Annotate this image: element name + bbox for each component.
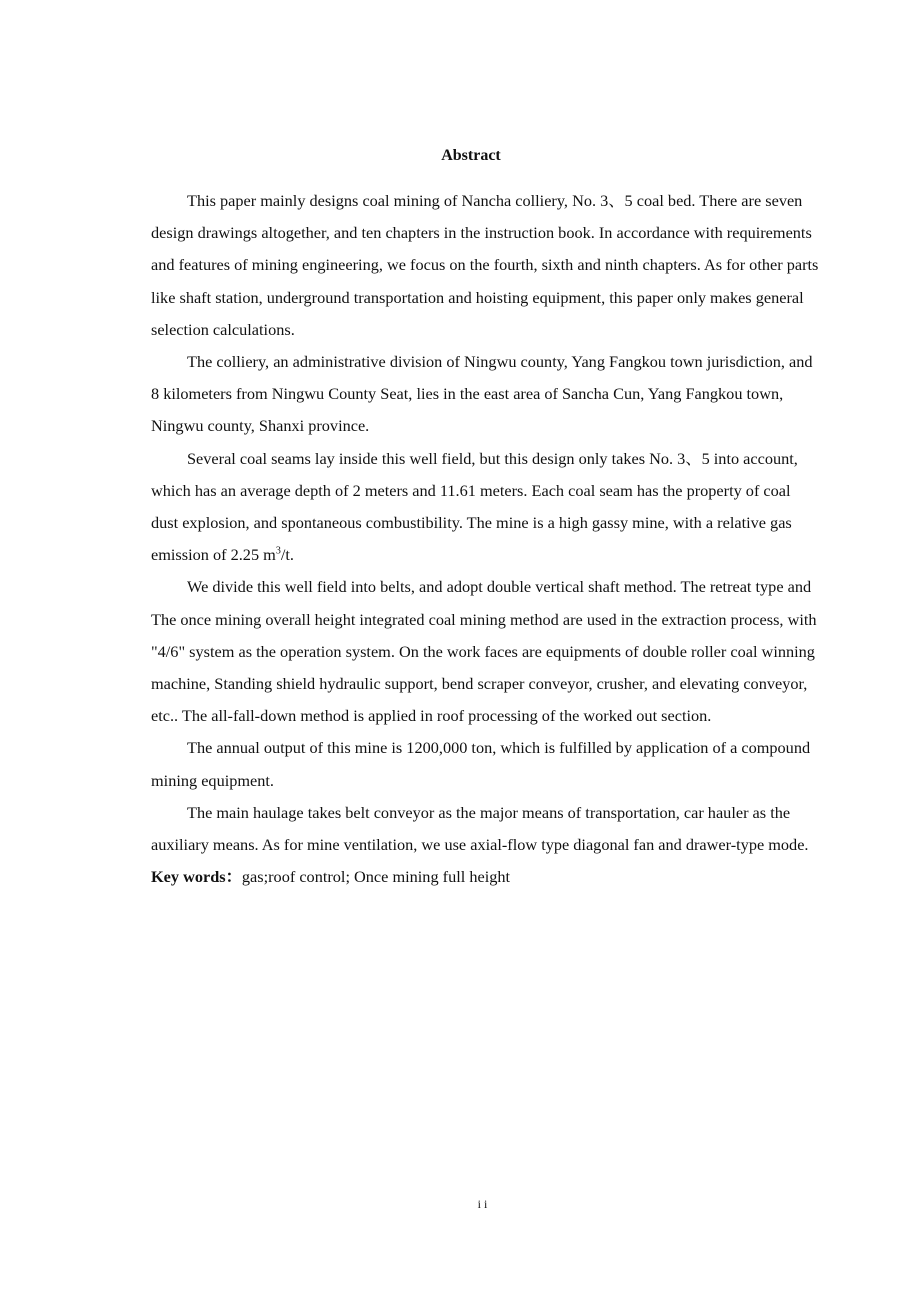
keywords-line xyxy=(151,861,819,893)
unit-superscript: 3 xyxy=(275,545,281,557)
paragraph-haulage: The main haulage takes belt conveyor as the major means of transportation, car hauler as the auxiliary means. As for mine ventilation, we use axial-flow type diagonal fan and drawer-type mode. xyxy=(151,802,809,855)
unit-suffix: /t. xyxy=(280,545,294,565)
paragraph-method: We divide this well field into belts, and adopt double vertical shaft method. The retreat type and The once mining overall height integrated coal mining method are used in the extraction process, with "4/6" system as the operation system. On the work faces are equipments of double roller coal winning machine, Standing shield hydraulic support, bend scraper conveyor, crusher, and elevating conveyor, etc.. The all-fall-down method is applied in roof processing of the worked out section. xyxy=(151,577,817,726)
abstract-body xyxy=(151,185,819,893)
paragraph-location: The colliery, an administrative division of Ningwu county, Yang Fangkou town jurisdiction, and 8 kilometers from Ningwu County Seat, lies in the east area of Sancha Cun, Yang Fangkou town, Ningwu county, Shanxi province. xyxy=(151,352,813,436)
paragraph-intro: This paper mainly designs coal mining of Nancha colliery, No. 3、5 coal bed. There are seven design drawings altogether, and ten chapters in the instruction book. In accordance with requirements and features of mining engineering, we focus on the fourth, sixth and ninth chapters. As for other parts like shaft station, underground transportation and hoisting equipment, this paper only makes general selection calculations. xyxy=(151,191,819,339)
paragraph-coal-seams-text: Several coal seams lay inside this well field, but this design only takes No. 3、5 into account, which has an average depth of 2 meters and 11.61 meters. Each coal seam has the property of coal dust explosion, and spontaneous combustibility. The mine is a high gassy mine, with a relative gas emission of 2.25 m xyxy=(151,448,798,565)
paragraph-coal-seams xyxy=(151,443,819,572)
paragraph-output: The annual output of this mine is 1200,000 ton, which is fulfilled by application of a compound mining equipment. xyxy=(151,738,811,790)
abstract-title: Abstract xyxy=(441,147,501,164)
keywords-value: gas;roof control; Once mining full height xyxy=(241,867,511,887)
page-number: ii xyxy=(477,1197,491,1211)
keywords-label: Key words： xyxy=(151,867,242,887)
